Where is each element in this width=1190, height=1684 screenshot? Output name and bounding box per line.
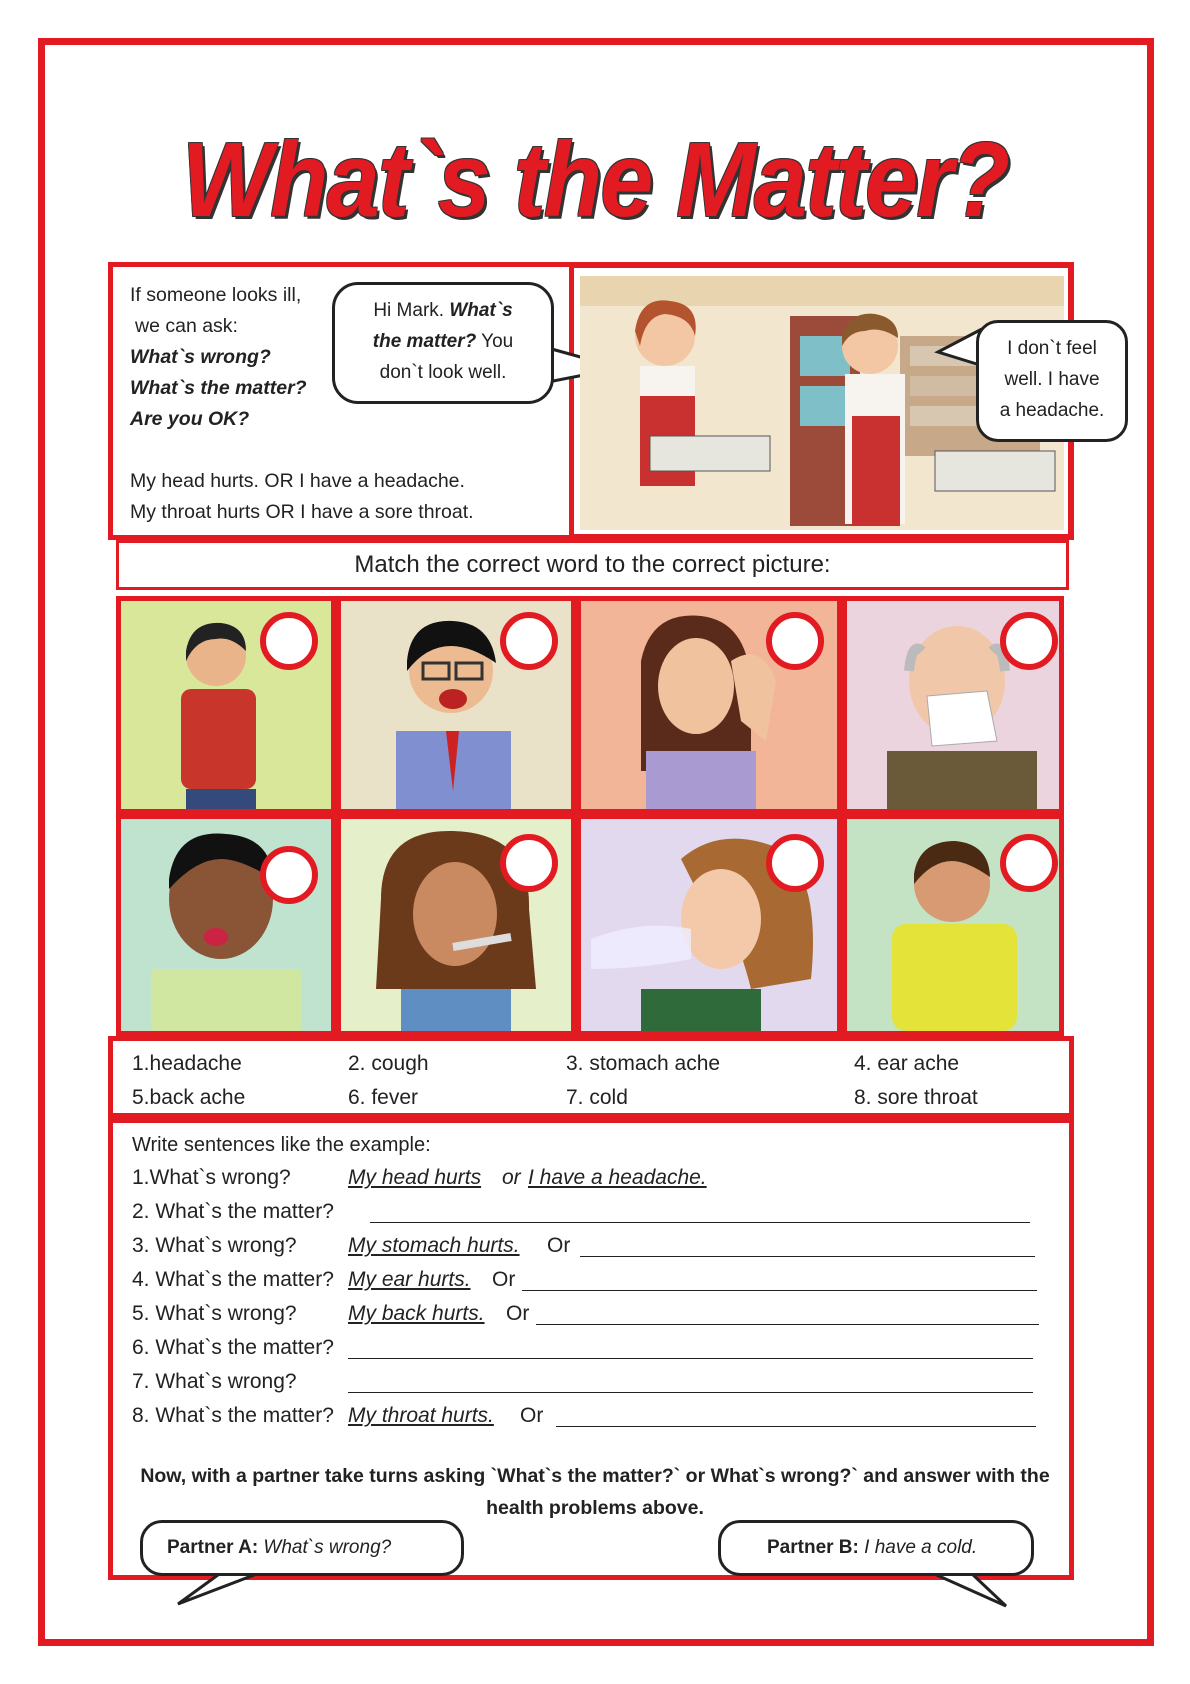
sentence-row-3 (132, 1234, 571, 1258)
match-instructions: Match the correct word to the correct picture: (116, 540, 1069, 590)
word-ear-ache: 4. ear ache (854, 1052, 960, 1075)
question-2: 2. What`s the matter? (132, 1200, 334, 1223)
answer-circle-7[interactable] (766, 834, 824, 892)
answer-circle-8[interactable] (1000, 834, 1058, 892)
picture-5 (116, 814, 336, 1036)
bubble-right-text-1: I don`t feel (1007, 338, 1097, 359)
partner-instructions-line-2: health problems above. (486, 1497, 704, 1519)
partner-a-text: What`s wrong? (258, 1537, 392, 1558)
sentence-row-1 (132, 1166, 707, 1190)
bubble-left-text-2a: the matter? (372, 331, 477, 352)
question-whats-wrong: What`s wrong? (130, 346, 271, 368)
question-1: 1.What`s wrong? (132, 1166, 291, 1189)
or-8: Or (520, 1404, 544, 1427)
word-stomach-ache: 3. stomach ache (566, 1052, 721, 1075)
bubble-left-text-3: don`t look well. (379, 362, 507, 383)
question-3: 3. What`s wrong? (132, 1234, 297, 1257)
answer-line-8[interactable] (556, 1426, 1036, 1427)
sentence-row-7 (132, 1370, 297, 1394)
answer-3a: My stomach hurts. (348, 1234, 520, 1257)
bubble-right-text-2: well. I have (1004, 369, 1100, 390)
answer-line-2[interactable] (370, 1222, 1030, 1223)
question-are-you-ok: Are you OK? (130, 408, 250, 430)
question-7: 7. What`s wrong? (132, 1370, 297, 1393)
question-6: 6. What`s the matter? (132, 1336, 334, 1359)
answer-line-6[interactable] (348, 1358, 1033, 1359)
example-throat: My throat hurts OR I have a sore throat. (130, 501, 474, 523)
answer-circle-4[interactable] (1000, 612, 1058, 670)
partner-a-bubble (140, 1520, 464, 1576)
answer-1b: I have a headache. (528, 1166, 707, 1189)
question-4: 4. What`s the matter? (132, 1268, 334, 1291)
page-title: What`s the Matter? (181, 121, 1009, 239)
partner-instructions-line-1: Now, with a partner take turns asking `What`s the matter?` or What`s wrong?` and answer with the (140, 1465, 1050, 1487)
word-fever: 6. fever (348, 1086, 419, 1109)
answer-5a: My back hurts. (348, 1302, 485, 1325)
word-cough: 2. cough (348, 1052, 429, 1075)
bubble-right-text-3: a headache. (999, 400, 1105, 421)
answer-circle-2[interactable] (500, 612, 558, 670)
or-3: Or (547, 1234, 571, 1257)
sentence-row-8 (132, 1404, 544, 1428)
or-1: or (502, 1166, 521, 1189)
bubble-left-text-2b: You (476, 331, 514, 352)
intro-line-1: If someone looks ill, (130, 284, 302, 306)
bubble-left-text-1b: What`s (449, 300, 513, 321)
answer-circle-5[interactable] (260, 846, 318, 904)
answer-circle-3[interactable] (766, 612, 824, 670)
answer-8a: My throat hurts. (348, 1404, 494, 1427)
example-head: My head hurts. OR I have a headache. (130, 470, 465, 492)
word-cold: 7. cold (566, 1086, 628, 1109)
question-8: 8. What`s the matter? (132, 1404, 334, 1427)
answer-circle-1[interactable] (260, 612, 318, 670)
speech-bubble-left (332, 282, 554, 404)
sentence-row-5 (132, 1302, 530, 1326)
answer-line-3[interactable] (580, 1256, 1035, 1257)
word-sore-throat: 8. sore throat (854, 1086, 978, 1109)
answer-4a: My ear hurts. (348, 1268, 471, 1291)
sentence-row-2 (132, 1200, 334, 1224)
or-4: Or (492, 1268, 516, 1291)
partner-b-bubble (718, 1520, 1034, 1576)
intro-line-2: we can ask: (135, 315, 238, 337)
sentence-row-6 (132, 1336, 334, 1360)
question-5: 5. What`s wrong? (132, 1302, 297, 1325)
partner-b-label: Partner B: (767, 1537, 859, 1558)
partner-a-label: Partner A: (167, 1537, 259, 1558)
sentence-row-4 (132, 1268, 516, 1292)
word-back-ache: 5.back ache (132, 1086, 246, 1109)
answer-line-7[interactable] (348, 1392, 1033, 1393)
speech-bubble-right (976, 320, 1128, 442)
answer-1a: My head hurts (348, 1166, 482, 1189)
word-headache: 1.headache (132, 1052, 242, 1075)
writing-heading: Write sentences like the example: (132, 1134, 431, 1156)
or-5: Or (506, 1302, 530, 1325)
answer-line-5[interactable] (536, 1324, 1039, 1325)
question-whats-the-matter: What`s the matter? (130, 377, 307, 399)
partner-instructions (110, 1460, 1080, 1524)
answer-circle-6[interactable] (500, 834, 558, 892)
answer-line-4[interactable] (522, 1290, 1037, 1291)
partner-b-text: I have a cold. (858, 1537, 978, 1558)
bubble-left-text-1a: Hi Mark. (373, 300, 450, 321)
